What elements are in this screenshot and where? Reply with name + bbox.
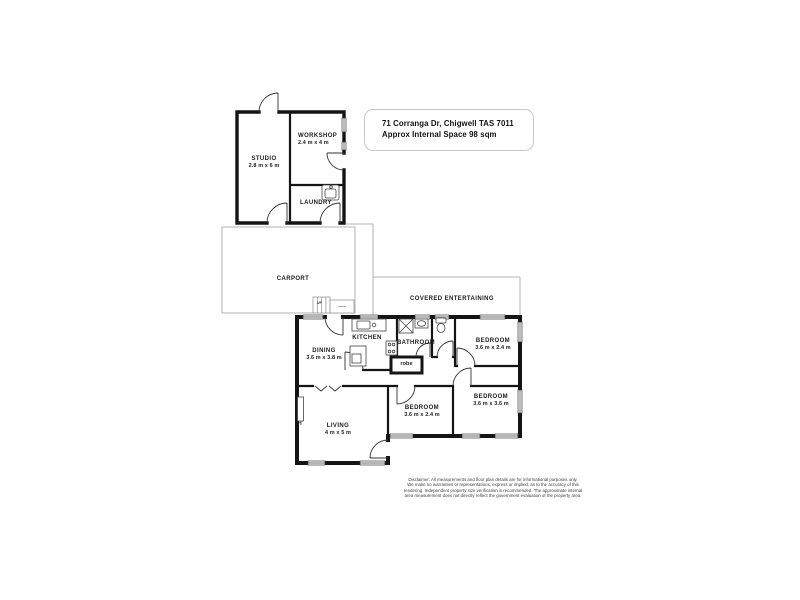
shower-icon — [399, 319, 413, 333]
room-label-studio: STUDIO 2.8 m x 6 m — [248, 156, 280, 169]
room-label-bedroom-right: BEDROOM 3.6 m x 3.6 m — [473, 394, 509, 407]
stairs-icon — [313, 297, 354, 313]
stairs-up-label: UP — [317, 301, 322, 305]
room-label-laundry: LAUNDRY — [300, 200, 332, 206]
disclaimer-line: rendering. Independent property size verification is recommended. The approximate internal — [403, 487, 583, 493]
room-label-bedroom-top: BEDROOM 3.6 m x 2.4 m — [475, 338, 511, 351]
stove-icon — [386, 341, 397, 355]
internal-space: Approx Internal Space 98 sqm — [382, 130, 497, 139]
archway-chevrons — [315, 386, 341, 391]
property-address: 71 Corranga Dr, Chigwell TAS 7011 — [382, 119, 514, 128]
basin-icon — [415, 319, 428, 328]
disclaimer-line: Disclaimer: All measurements and floor plan details are for informational purposes only. — [408, 477, 578, 482]
room-label-workshop: WORKSHOP 2.4 m x 4 m — [298, 133, 338, 146]
disclaimer-line: area measurement does not directly reflect the government evaluation of the property area. — [404, 492, 582, 498]
room-label-carport: CARPORT — [276, 276, 310, 282]
room-label-kitchen: KITCHEN — [352, 335, 382, 341]
heater-label: H — [298, 421, 302, 427]
covered-entertaining-outline — [346, 224, 520, 317]
disclaimer-line: We make no warranties or representations, express or implied, as to the accuracy of this — [407, 482, 579, 488]
disclaimer-text — [380, 477, 606, 498]
room-label-robe: robe — [400, 361, 413, 367]
room-label-living: LIVING 4 m x 5 m — [325, 423, 351, 436]
room-label-bedroom-mid: BEDROOM 3.6 m x 2.4 m — [404, 405, 440, 418]
room-label-covered-entertaining: COVERED ENTERTAINING — [410, 296, 494, 302]
heater-icon — [298, 397, 304, 421]
title-box — [364, 109, 534, 151]
toilet-icon — [436, 318, 446, 333]
kitchen-counter-icon — [350, 346, 366, 366]
laundry-tub-icon — [322, 185, 339, 200]
room-label-dining: DINING 3.6 m x 3.8 m — [306, 348, 342, 361]
room-label-bathroom: BATHROOM — [396, 340, 436, 346]
kitchen-sink-icon — [352, 319, 386, 331]
